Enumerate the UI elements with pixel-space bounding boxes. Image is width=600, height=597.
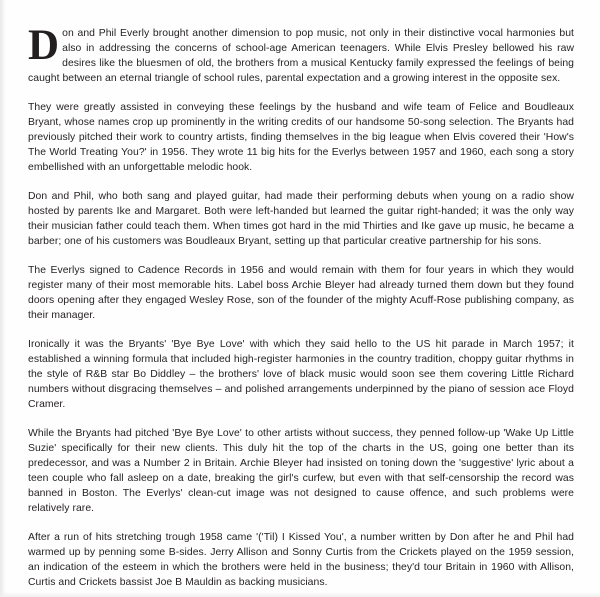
drop-cap: D xyxy=(28,22,60,69)
paragraph-2: They were greatly assisted in conveying these feelings by the husband and wife team of Felice and Boudleaux Bryant, whose names crop up prominently in the writing credits of our handsome 50-song selection. The Bryants had previously pitched their work to country artists, finding themselves in the big league when Elvis covered their 'How's The World Treating You?' in 1956. They wrote 11 big hits for the Everlys between 1957 and 1960, each song a story embellished with an unforgettable melodic hook. xyxy=(28,102,574,173)
page-edge-shadow-left xyxy=(0,0,6,597)
page-edge-shadow-bottom xyxy=(0,592,600,597)
paragraph-1-text: on and Phil Everly brought another dimension to pop music, not only in their distinctive vocal harmonies but also in addressing the concerns of school-age American teenagers. While Elvis Presley bellowed his raw desires like the bluesmen of old, the brothers from a musical Kentucky family expressed the feelings of being caught between an eternal triangle of school rules, parental expectation and a growing interest in the opposite sex. xyxy=(28,28,574,84)
article-body xyxy=(28,22,574,590)
paragraph-3: Don and Phil, who both sang and played guitar, had made their performing debuts when young on a radio show hosted by parents Ike and Margaret. Both were left-handed but learned the guitar right-handed; it was the only way their musician father could teach them. When times got hard in the mid Thirties and Ike gave up music, he became a barber; one of his customers was Boudleaux Bryant, setting up that particular creative partnership for his sons. xyxy=(28,191,574,247)
paragraph-7: After a run of hits stretching trough 1958 came '('Til) I Kissed You', a number written by Don after he and Phil had warmed up by penning some B-sides. Jerry Allison and Sonny Curtis from the Crickets played on the 1959 session, an indication of the esteem in which the brothers were held in the business; they'd tour Britain in 1960 with Allison, Curtis and Crickets bassist Joe B Mauldin as backing musicians. xyxy=(28,532,574,588)
paragraph-1 xyxy=(28,22,574,86)
paragraph-5: Ironically it was the Bryants' 'Bye Bye Love' with which they said hello to the US hit parade in March 1957; it established a winning formula that included high-register harmonies in the country tradition, choppy guitar rhythms in the style of R&B star Bo Diddley – the brothers' love of black music would soon see them covering Little Richard numbers without disgracing themselves – and polished arrangements underpinned by the piano of session ace Floyd Cramer. xyxy=(28,339,574,410)
paragraph-4: The Everlys signed to Cadence Records in 1956 and would remain with them for four years in which they would register many of their most memorable hits. Label boss Archie Bleyer had already turned them down but they found doors opening after they engaged Wesley Rose, son of the founder of the mighty Acuff-Rose publishing company, as their manager. xyxy=(28,265,574,321)
paragraph-6: While the Bryants had pitched 'Bye Bye Love' to other artists without success, they penned follow-up 'Wake Up Little Suzie' specifically for their new clients. This duly hit the top of the charts in the US, going one better than its predecessor, and was a Number 2 in Britain. Archie Bleyer had insisted on toning down the 'suggestive' lyric about a teen couple who fall asleep on a date, breaking the girl's curfew, but even with that self-censorship the record was banned in Boston. The Everlys' clean-cut image was not designed to cause offence, and such problems were relatively rare. xyxy=(28,428,574,514)
